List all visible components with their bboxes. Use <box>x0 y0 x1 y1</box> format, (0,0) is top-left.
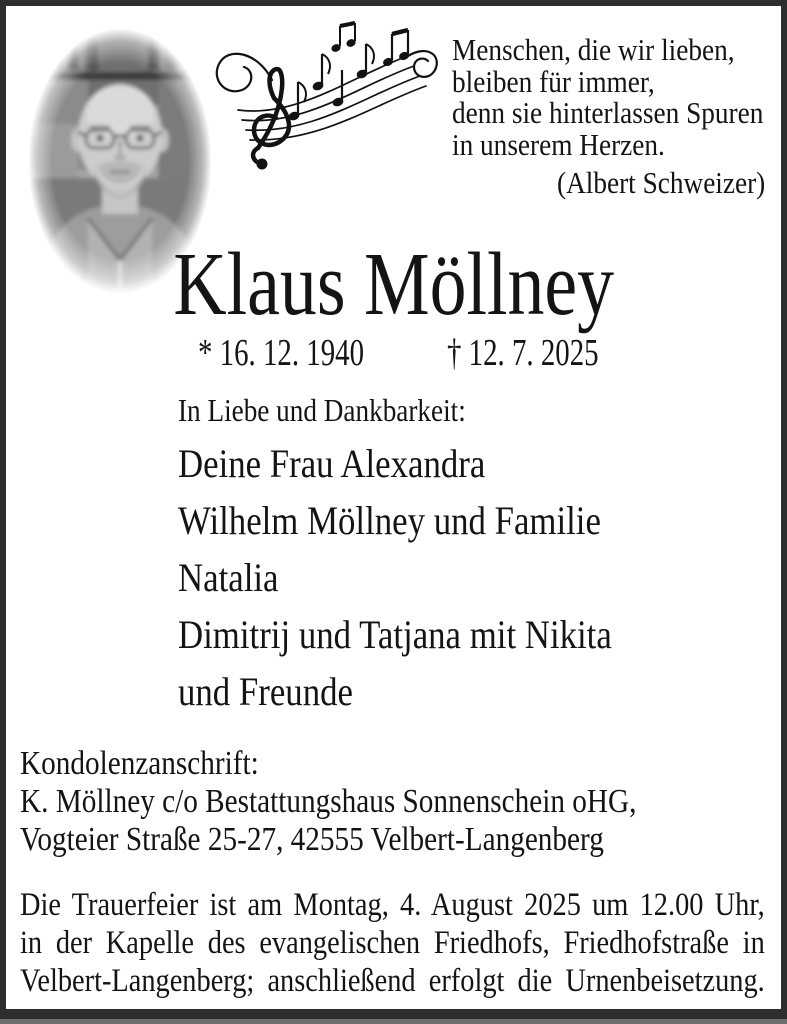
mourner-name: Wilhelm Möllney und Familie <box>178 498 601 543</box>
deceased-name <box>6 235 781 334</box>
condolence-line: Vogteier Straße 25-27, 42555 Velbert-Langenberg <box>20 821 604 858</box>
quote-line: in unserem Herzen. <box>452 126 665 162</box>
deceased-name-text: Klaus Möllney <box>173 235 614 334</box>
music-notes-icon <box>202 18 442 178</box>
quote-line: Menschen, die wir lieben, <box>452 32 735 67</box>
mourner-name: Natalia <box>178 555 279 600</box>
condolence-address-block <box>20 745 787 859</box>
condolence-label: Kondolenzanschrift: <box>20 745 259 782</box>
quote-line: denn sie hinterlassen Spuren <box>452 95 764 130</box>
music-notes-decoration <box>202 18 442 178</box>
funeral-info-block <box>20 886 765 1000</box>
death-date: † 12. 7. 2025 <box>447 332 599 374</box>
condolence-line: K. Möllney c/o Bestattungshaus Sonnenschein oHG, <box>20 783 637 820</box>
quote-line: bleiben für immer, <box>452 63 655 99</box>
funeral-info-line: in der Kapelle des evangelischen Friedhofs, Friedhofstraße in <box>20 925 765 961</box>
mourner-name: Dimitrij und Tatjana mit Nikita <box>178 612 612 657</box>
mourner-name: Deine Frau Alexandra <box>178 441 486 486</box>
mourners-intro: In Liebe und Dankbarkeit: <box>178 392 466 428</box>
funeral-info-line: Die Trauerfeier ist am Montag, 4. August 2025 um 12.00 Uhr, <box>20 887 765 923</box>
funeral-info-line: Velbert-Langenberg; anschließend erfolgt die Urnenbeisetzung. <box>20 963 765 999</box>
memorial-quote <box>452 34 765 199</box>
birth-date: * 16. 12. 1940 <box>198 332 365 374</box>
quote-attribution: (Albert Schweizer) <box>556 165 766 200</box>
mourner-name: und Freunde <box>178 669 353 714</box>
